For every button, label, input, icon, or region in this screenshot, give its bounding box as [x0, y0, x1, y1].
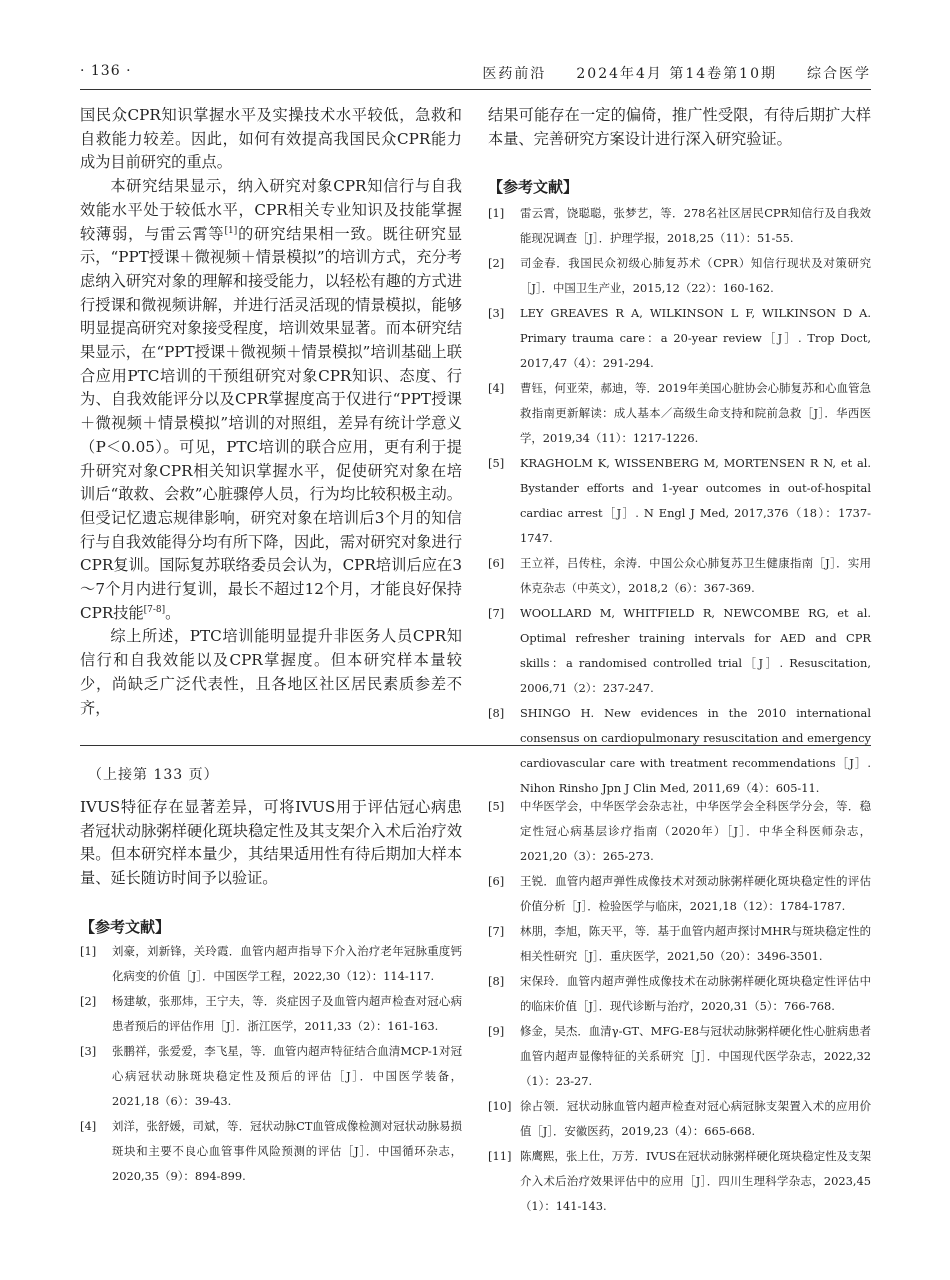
page-number: · 136 · — [80, 63, 132, 79]
reference-item: [10] 徐占领．冠状动脉血管内超声检查对冠心病冠脉支架置入术的应用价值［J］．安徽医药，2019,23（4）：665-668. — [488, 1099, 871, 1138]
paragraph: 本研究结果显示，纳入研究对象CPR知信行与自我效能水平处于较低水平，CPR相关专业知识及技能掌握较薄弱，与雷云霄等[1]的研究结果相一致。既往研究显示，“PPT授课＋微视频＋情景模拟”的培训方式，充分考虑纳入研究对象的理解和接受能力，以轻松有趣的方式进行授课和微视频讲解，并进行活灵活现的情景模拟，能够明显提高研究对象接受程度，培训效果显著。而本研究结果显示，在“PPT授课＋微视频＋情景模拟”培训基础上联合应用PTC培训的干预组研究对象CPR知识、态度、行为、自我效能评分以及CPR掌握度高于仅进行“PPT授课＋微视频＋情景模拟”培训的对照组，差异有统计学意义（P＜0.05）。可见，PTC培训的联合应用，更有利于提升研究对象CPR相关知识掌握水平，促使研究对象在培训后“敢救、会救”心脏骤停人员，行为均比较积极主动。但受记忆遗忘规律影响，研究对象在培训后3个月的知信行与自我效能得分均有所下降，因此，需对研究对象进行CPR复训。国际复苏联络委员会认为，CPR培训后应在3～7个月内进行复训，最长不超过12个月，才能良好保持CPR技能[7-8]。 — [80, 177, 463, 622]
journal-section: 综合医学 — [807, 66, 871, 82]
top-left-column — [80, 104, 462, 720]
bottom-right-column — [488, 794, 871, 1219]
top-right-column — [488, 104, 871, 801]
reference-list — [80, 939, 462, 1189]
reference-item: [6] 王立祥，吕传柱，余涛．中国公众心肺复苏卫生健康指南［J］．实用休克杂志（中英文），2018,2（6）：367-369. — [488, 556, 871, 596]
references-heading: 【参考文献】 — [80, 917, 171, 936]
reference-item: [1] 雷云霄，饶聪聪，张梦艺，等．278名社区居民CPR知信行及自我效能现况调查［J］．护理学报，2018,25（11）：51-55. — [488, 206, 871, 246]
paragraph: 结果可能存在一定的偏倚，推广性受限，有待后期扩大样本量、完善研究方案设计进行深入研究验证。 — [488, 106, 871, 148]
reference-item: [4] 曹钰，何亚荣，郝迪，等．2019年美国心脏协会心肺复苏和心血管急救指南更新解读：成人基本／高级生命支持和院前急救［J］．华西医学，2019,34（11）：1217-1226. — [488, 381, 871, 446]
journal-name: 医药前沿 — [482, 66, 547, 82]
reference-item: [8] 宋保玲．血管内超声弹性成像技术在动脉粥样硬化斑块稳定性评估中的临床价值［J］．现代诊断与治疗，2020,31（5）：766-768. — [488, 974, 871, 1013]
paragraph: 国民众CPR知识掌握水平及实操技术水平较低，急救和自救能力较差。因此，如何有效提高我国民众CPR能力成为目前研究的重点。 — [80, 106, 462, 172]
reference-list — [488, 794, 871, 1219]
paragraph: 综上所述，PTC培训能明显提升非医务人员CPR知信行和自我效能以及CPR掌握度。但本研究样本量较少，尚缺乏广泛代表性，且各地区社区居民素质参差不齐， — [80, 627, 462, 717]
journal-issue: 2024年4月 第14卷第10期 — [576, 66, 777, 82]
section-divider — [80, 745, 871, 746]
reference-item: [1] 刘豪，刘新锋，关玲霞．血管内超声指导下介入治疗老年冠脉重度钙化病变的价值［J］．中国医学工程，2022,30（12）：114-117. — [80, 943, 462, 983]
continued-note: （上接第 133 页） — [88, 767, 219, 783]
reference-item: [6] 王锐．血管内超声弹性成像技术对颈动脉粥样硬化斑块稳定性的评估价值分析［J］．检验医学与临床，2021,18（12）：1784-1787. — [488, 874, 871, 913]
reference-item: [3] 张鹏祥，张爱爱，李飞星，等．血管内超声特征结合血清MCP-1对冠心病冠状动脉斑块稳定性及预后的评估［J］．中国医学装备，2021,18（6）：39-43. — [80, 1043, 462, 1108]
reference-item: [5] 中华医学会，中华医学会杂志社，中华医学会全科医学分会，等．稳定性冠心病基层诊疗指南（2020年）［J］．中华全科医师杂志，2021,20（3）：265-273. — [488, 799, 871, 863]
reference-item: [5] KRAGHOLM K, WISSENBERG M, MORTENSEN R N, et al. Bystander efforts and 1-year outcomes in out-of-hospital cardiac arrest［J］. N Engl J Med, 2017,376（18）：1737-1747. — [488, 456, 871, 546]
reference-item: [9] 修金，吴杰．血清γ-GT、MFG-E8与冠状动脉粥样硬化性心脏病患者血管内超声显像特征的关系研究［J］．中国现代医学杂志，2022,32（1）：23-27. — [488, 1024, 871, 1088]
references-heading: 【参考文献】 — [488, 178, 579, 197]
citation: [7-8] — [143, 604, 166, 615]
reference-item: [3] LEY GREAVES R A, WILKINSON L F, WILKINSON D A. Primary trauma care：a 20-year review［J］. Trop Doct, 2017,47（4）：291-294. — [488, 306, 871, 371]
journal-info — [482, 63, 871, 83]
reference-list — [488, 201, 871, 801]
reference-item: [2] 杨建敏，张那炜，王宁夫，等．炎症因子及血管内超声检查对冠心病患者预后的评估作用［J］．浙江医学，2011,33（2）：161-163. — [80, 993, 462, 1033]
paragraph: IVUS特征存在显著差异，可将IVUS用于评估冠心病患者冠状动脉粥样硬化斑块稳定性及其支架介入术后治疗效果。但本研究样本量少，其结果适用性有待后期加大样本量、延长随访时间予以验证。 — [80, 798, 462, 888]
citation: [1] — [224, 225, 238, 236]
bottom-left-column — [80, 764, 462, 1189]
reference-item: [2] 司金春．我国民众初级心肺复苏术（CPR）知信行现状及对策研究［J］．中国卫生产业，2015,12（22）：160-162. — [488, 256, 871, 296]
header-rule — [80, 89, 871, 90]
page-header — [80, 63, 871, 87]
reference-item: [7] 林朋，李旭，陈天平，等．基于血管内超声探讨MHR与斑块稳定性的相关性研究［J］．重庆医学，2021,50（20）：3496-3501. — [488, 924, 871, 963]
reference-item: [8] SHINGO H. New evidences in the 2010 international consensus on cardiopulmonary resuscitation and emergency cardiovascular care with treatment recommendations［J］. Nihon Rinsho Jpn J Clin Med, 2011,69（4）：605-11. — [488, 706, 871, 796]
reference-item: [11] 陈鹰熙，张上仕，万芳．IVUS在冠状动脉粥样硬化斑块稳定性及支架介入术后治疗效果评估中的应用［J］．四川生理科学杂志，2023,45（1）：141-143. — [488, 1149, 871, 1213]
reference-item: [7] WOOLLARD M, WHITFIELD R, NEWCOMBE RG, et al. Optimal refresher training intervals for AED and CPR skills：a randomised controlled trial［J］. Resuscitation, 2006,71（2）：237-247. — [488, 606, 871, 696]
reference-item: [4] 刘洋，张舒媛，司斌，等．冠状动脉CT血管成像检测对冠状动脉易损斑块和主要不良心血管事件风险预测的评估［J］．中国循环杂志，2020,35（9）：894-899. — [80, 1118, 462, 1183]
